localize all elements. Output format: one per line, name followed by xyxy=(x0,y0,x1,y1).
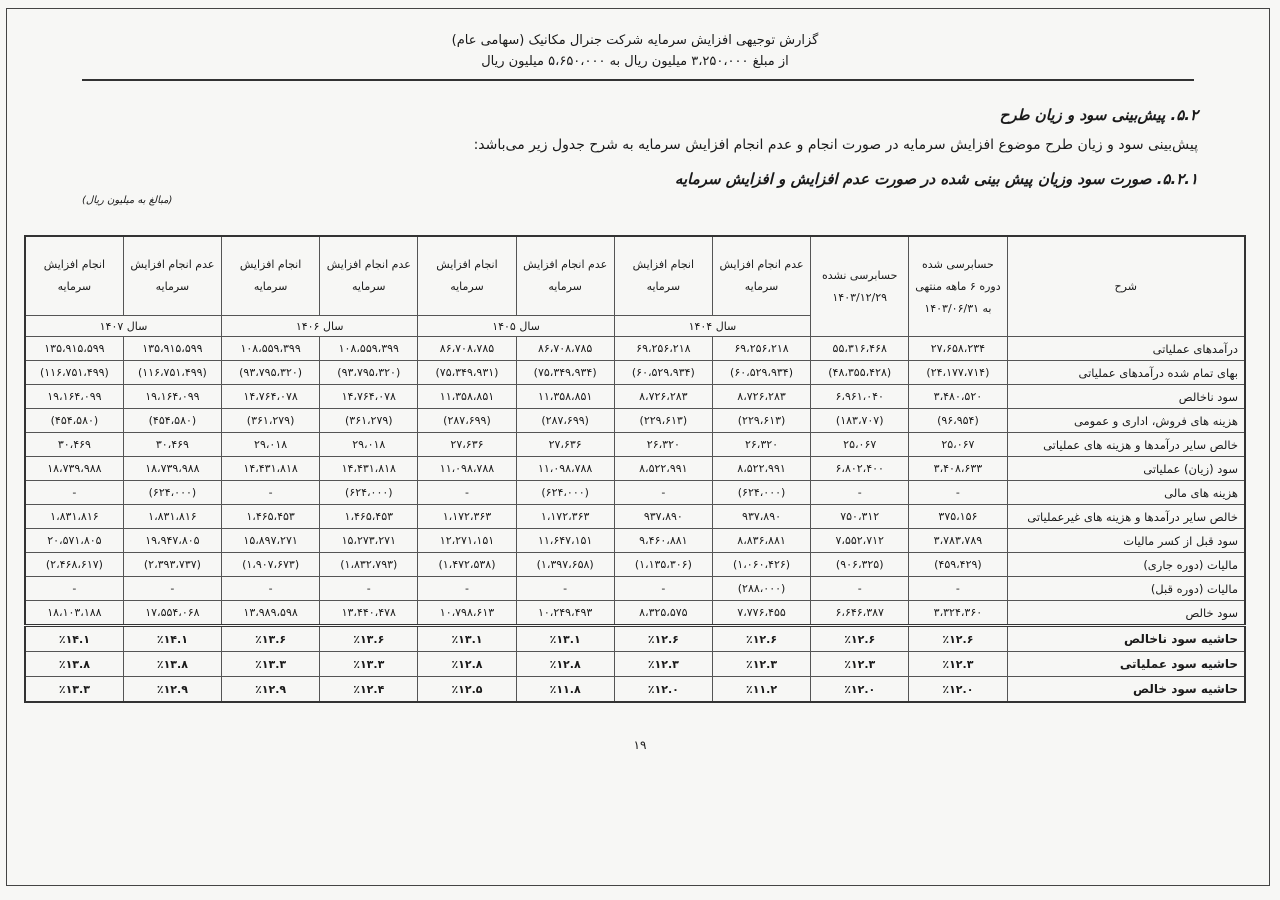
table-cell: ۱۰،۲۴۹،۴۹۳ xyxy=(516,601,614,626)
table-row xyxy=(25,433,1245,457)
table-cell: ٪۱۳.۱ xyxy=(418,626,516,652)
row-label: بهای تمام شده درآمدهای عملیاتی xyxy=(1007,361,1245,385)
table-cell: - xyxy=(222,481,320,505)
row-label: سود (زیان) عملیاتی xyxy=(1007,457,1245,481)
table-cell: - xyxy=(25,577,123,601)
header-divider xyxy=(82,79,1194,81)
table-cell: ۱۰۸،۵۵۹،۳۹۹ xyxy=(222,337,320,361)
table-cell: - xyxy=(418,577,516,601)
table-cell: ٪۱۲.۳ xyxy=(712,652,810,677)
table-cell: (۶۲۴،۰۰۰) xyxy=(320,481,418,505)
row-label: حاشیه سود عملیاتی xyxy=(1007,652,1245,677)
row-label: حاشیه سود ناخالص xyxy=(1007,626,1245,652)
table-cell: ۷۵۰،۳۱۲ xyxy=(811,505,909,529)
table-cell: ۲۶،۳۲۰ xyxy=(712,433,810,457)
table-row xyxy=(25,553,1245,577)
table-row xyxy=(25,457,1245,481)
table-cell: (۶۰،۵۲۹،۹۳۴) xyxy=(712,361,810,385)
table-cell: ۲۵،۰۶۷ xyxy=(811,433,909,457)
table-cell: ۲۹،۰۱۸ xyxy=(222,433,320,457)
table-cell: ۱۸،۱۰۳،۱۸۸ xyxy=(25,601,123,626)
row-label: سود قبل از کسر مالیات xyxy=(1007,529,1245,553)
table-cell: ٪۱۲.۵ xyxy=(418,677,516,703)
ratio-row xyxy=(25,626,1245,652)
table-cell: (۶۲۴،۰۰۰) xyxy=(123,481,221,505)
table-cell: ۲۰،۵۷۱،۸۰۵ xyxy=(25,529,123,553)
table-cell: ٪۱۲.۰ xyxy=(909,677,1007,703)
col-header: انجام افزایش سرمایه xyxy=(418,236,516,316)
table-cell: ۲۷،۶۳۶ xyxy=(516,433,614,457)
table-cell: (۲،۴۶۸،۶۱۷) xyxy=(25,553,123,577)
table-cell: ٪۱۲.۸ xyxy=(418,652,516,677)
table-cell: ٪۱۴.۱ xyxy=(25,626,123,652)
table-cell: ۱،۴۶۵،۴۵۳ xyxy=(222,505,320,529)
table-cell: (۴۵۴،۵۸۰) xyxy=(123,409,221,433)
unit-note: (مبالغ به میلیون ریال) xyxy=(82,195,173,206)
table-cell: (۱،۸۳۲،۷۹۳) xyxy=(320,553,418,577)
table-cell: (۴۵۴،۵۸۰) xyxy=(25,409,123,433)
section-title: ۵.۲. پیش‌بینی سود و زیان طرح xyxy=(999,106,1198,124)
table-cell: ٪۱۳.۶ xyxy=(320,626,418,652)
table-cell: ۱۰۸،۵۵۹،۳۹۹ xyxy=(320,337,418,361)
table-cell: ۶،۶۴۶،۳۸۷ xyxy=(811,601,909,626)
table-cell: ٪۱۳.۸ xyxy=(25,652,123,677)
row-label: درآمدهای عملیاتی xyxy=(1007,337,1245,361)
table-cell: (۷۵،۳۴۹،۹۳۴) xyxy=(516,361,614,385)
table-cell: ٪۱۲.۶ xyxy=(712,626,810,652)
table-cell: - xyxy=(516,577,614,601)
table-cell: ۳،۷۸۳،۷۸۹ xyxy=(909,529,1007,553)
table-row xyxy=(25,481,1245,505)
table-cell: ۶،۸۰۲،۴۰۰ xyxy=(811,457,909,481)
table-cell: ٪۱۳.۸ xyxy=(123,652,221,677)
table-cell: ۱۴،۷۶۴،۰۷۸ xyxy=(222,385,320,409)
table-cell: ٪۱۲.۶ xyxy=(811,626,909,652)
table-row xyxy=(25,601,1245,626)
table-cell: ۱۷،۵۵۴،۰۶۸ xyxy=(123,601,221,626)
table-cell: - xyxy=(320,577,418,601)
table-cell: (۲۲۹،۶۱۳) xyxy=(614,409,712,433)
table-cell: ۸۶،۷۰۸،۷۸۵ xyxy=(516,337,614,361)
table-cell: (۹۳،۷۹۵،۳۲۰) xyxy=(320,361,418,385)
ratio-row xyxy=(25,652,1245,677)
table-cell: (۱۱۶،۷۵۱،۴۹۹) xyxy=(25,361,123,385)
table-cell: ۳۷۵،۱۵۶ xyxy=(909,505,1007,529)
table-cell: ٪۱۴.۱ xyxy=(123,626,221,652)
col-header: حسابرسی نشده ۱۴۰۳/۱۲/۲۹ xyxy=(811,236,909,337)
table-cell: (۶۲۴،۰۰۰) xyxy=(712,481,810,505)
row-label: خالص سایر درآمدها و هزینه های عملیاتی xyxy=(1007,433,1245,457)
table-cell: ۱،۱۷۲،۳۶۳ xyxy=(418,505,516,529)
header-title: گزارش توجیهی افزایش سرمایه شرکت جنرال مکانیک (سهامی عام) xyxy=(451,33,819,48)
table-cell: (۱،۱۳۵،۳۰۶) xyxy=(614,553,712,577)
table-cell: (۱،۴۷۲،۵۳۸) xyxy=(418,553,516,577)
table-cell: ٪۱۲.۹ xyxy=(123,677,221,703)
table-cell: ٪۱۳.۳ xyxy=(222,652,320,677)
table-cell: ۱۹،۱۶۴،۰۹۹ xyxy=(123,385,221,409)
table-cell: ٪۱۲.۳ xyxy=(811,652,909,677)
table-cell: ٪۱۲.۶ xyxy=(614,626,712,652)
table-cell: ۱۱،۳۵۸،۸۵۱ xyxy=(418,385,516,409)
table-cell: ۱۲،۲۷۱،۱۵۱ xyxy=(418,529,516,553)
table-cell: (۲۴،۱۷۷،۷۱۴) xyxy=(909,361,1007,385)
table-cell: ۹،۴۶۰،۸۸۱ xyxy=(614,529,712,553)
table-cell: ٪۱۳.۱ xyxy=(516,626,614,652)
table-cell: ۸،۵۲۲،۹۹۱ xyxy=(614,457,712,481)
table-row xyxy=(25,577,1245,601)
ratio-row xyxy=(25,677,1245,703)
section-intro: پیش‌بینی سود و زیان طرح موضوع افزایش سرمایه در صورت انجام و عدم انجام افزایش سرمایه به شرح جدول زیر می‌باشد: xyxy=(473,137,1198,153)
table-cell: ۶،۹۶۱،۰۴۰ xyxy=(811,385,909,409)
report-header xyxy=(80,30,1190,72)
col-header: انجام افزایش سرمایه xyxy=(25,236,123,316)
table-cell: ۱۴،۴۳۱،۸۱۸ xyxy=(222,457,320,481)
table-cell: ٪۱۲.۰ xyxy=(614,677,712,703)
col-header: عدم انجام افزایش سرمایه xyxy=(712,236,810,316)
col-header: عدم انجام افزایش سرمایه xyxy=(320,236,418,316)
table-cell: (۶۲۴،۰۰۰) xyxy=(516,481,614,505)
table-cell: ۹۳۷،۸۹۰ xyxy=(712,505,810,529)
row-label: مالیات (دوره قبل) xyxy=(1007,577,1245,601)
row-label: حاشیه سود خالص xyxy=(1007,677,1245,703)
table-cell: - xyxy=(909,577,1007,601)
table-cell: ۱۳۵،۹۱۵،۵۹۹ xyxy=(123,337,221,361)
table-cell: ۱۴،۴۳۱،۸۱۸ xyxy=(320,457,418,481)
table-cell: ۱،۸۳۱،۸۱۶ xyxy=(123,505,221,529)
table-cell: ۱۴،۷۶۴،۰۷۸ xyxy=(320,385,418,409)
table-cell: ۲۵،۰۶۷ xyxy=(909,433,1007,457)
table-cell: (۱،۹۰۷،۶۷۳) xyxy=(222,553,320,577)
table-cell: ۱،۴۶۵،۴۵۳ xyxy=(320,505,418,529)
table-cell: (۲،۳۹۳،۷۳۷) xyxy=(123,553,221,577)
table-cell: (۹۰۶،۳۲۵) xyxy=(811,553,909,577)
table-cell: - xyxy=(418,481,516,505)
table-cell: (۴۵۹،۴۲۹) xyxy=(909,553,1007,577)
table-cell: ۱۸،۷۳۹،۹۸۸ xyxy=(25,457,123,481)
table-cell: (۱۸۳،۷۰۷) xyxy=(811,409,909,433)
table-cell: ٪۱۳.۳ xyxy=(25,677,123,703)
table-cell: ٪۱۲.۰ xyxy=(811,677,909,703)
table-cell: ٪۱۲.۳ xyxy=(909,652,1007,677)
table-cell: ۱۵،۲۷۳،۲۷۱ xyxy=(320,529,418,553)
table-row xyxy=(25,337,1245,361)
table-cell: ۱۱،۳۵۸،۸۵۱ xyxy=(516,385,614,409)
table-cell: ۱،۱۷۲،۳۶۳ xyxy=(516,505,614,529)
table-cell: ۳،۳۲۴،۳۶۰ xyxy=(909,601,1007,626)
table-cell: ۸،۷۲۶،۲۸۳ xyxy=(614,385,712,409)
table-cell: ۷،۷۷۶،۴۵۵ xyxy=(712,601,810,626)
table-cell: ٪۱۳.۳ xyxy=(320,652,418,677)
year-header: سال ۱۴۰۷ xyxy=(25,316,222,337)
table-cell: ۸،۷۲۶،۲۸۳ xyxy=(712,385,810,409)
table-cell: ۳،۴۰۸،۶۳۳ xyxy=(909,457,1007,481)
table-cell: ۱،۸۳۱،۸۱۶ xyxy=(25,505,123,529)
table-cell: ۳،۴۸۰،۵۲۰ xyxy=(909,385,1007,409)
table-cell: ۸،۳۲۵،۵۷۵ xyxy=(614,601,712,626)
table-cell: (۳۶۱،۲۷۹) xyxy=(222,409,320,433)
table-cell: ۱۰،۷۹۸،۶۱۳ xyxy=(418,601,516,626)
table-cell: (۲۸۸،۰۰۰) xyxy=(712,577,810,601)
desc-header: شرح xyxy=(1007,236,1245,337)
table-cell: ٪۱۲.۹ xyxy=(222,677,320,703)
table-cell: ۶۹،۲۵۶،۲۱۸ xyxy=(712,337,810,361)
table-cell: - xyxy=(123,577,221,601)
table-cell: - xyxy=(811,481,909,505)
table-cell: ۳۰،۴۶۹ xyxy=(123,433,221,457)
col-header: عدم انجام افزایش سرمایه xyxy=(123,236,221,316)
table-cell: - xyxy=(222,577,320,601)
year-header: سال ۱۴۰۵ xyxy=(418,316,614,337)
table-cell: (۲۲۹،۶۱۳) xyxy=(712,409,810,433)
table-cell: ۱۹،۹۴۷،۸۰۵ xyxy=(123,529,221,553)
table-cell: - xyxy=(614,481,712,505)
table-cell: ٪۱۱.۲ xyxy=(712,677,810,703)
header-subtitle: از مبلغ ۳،۲۵۰،۰۰۰ میلیون ریال به ۵،۶۵۰،۰۰۰ میلیون ریال xyxy=(481,54,789,69)
table-body xyxy=(25,337,1245,703)
table-cell: ۲۷،۶۳۶ xyxy=(418,433,516,457)
table-cell: - xyxy=(25,481,123,505)
table-cell: ۲۶،۳۲۰ xyxy=(614,433,712,457)
subsection-title: ۵.۲.۱. صورت سود وزیان پیش بینی شده در صورت عدم افزایش و افزایش سرمایه xyxy=(674,170,1198,188)
year-header: سال ۱۴۰۴ xyxy=(614,316,810,337)
table-cell: ۸،۵۲۲،۹۹۱ xyxy=(712,457,810,481)
profit-loss-table xyxy=(24,235,1246,703)
table-cell: ۱۸،۷۳۹،۹۸۸ xyxy=(123,457,221,481)
col-header: انجام افزایش سرمایه xyxy=(222,236,320,316)
table-cell: ۳۰،۴۶۹ xyxy=(25,433,123,457)
table-cell: ۶۹،۲۵۶،۲۱۸ xyxy=(614,337,712,361)
table-cell: - xyxy=(909,481,1007,505)
table-cell: (۱،۰۶۰،۴۲۶) xyxy=(712,553,810,577)
table-cell: ٪۱۱.۸ xyxy=(516,677,614,703)
table-cell: (۹۶،۹۵۴) xyxy=(909,409,1007,433)
year-header: سال ۱۴۰۶ xyxy=(222,316,418,337)
row-label: هزینه های فروش، اداری و عمومی xyxy=(1007,409,1245,433)
table-cell: (۳۶۱،۲۷۹) xyxy=(320,409,418,433)
table-cell: - xyxy=(614,577,712,601)
table-cell: ۱۱،۰۹۸،۷۸۸ xyxy=(418,457,516,481)
table-cell: ٪۱۲.۸ xyxy=(516,652,614,677)
table-cell: - xyxy=(811,577,909,601)
table-cell: ۱۳،۹۸۹،۵۹۸ xyxy=(222,601,320,626)
table-row xyxy=(25,529,1245,553)
table-cell: ۱۹،۱۶۴،۰۹۹ xyxy=(25,385,123,409)
table-row xyxy=(25,505,1245,529)
table-cell: ۱۱،۰۹۸،۷۸۸ xyxy=(516,457,614,481)
table-row xyxy=(25,385,1245,409)
table-cell: ٪۱۲.۶ xyxy=(909,626,1007,652)
row-label: خالص سایر درآمدها و هزینه های غیرعملیاتی xyxy=(1007,505,1245,529)
page-number: ۱۹ xyxy=(633,738,647,752)
table-cell: (۱،۳۹۷،۶۵۸) xyxy=(516,553,614,577)
col-header: حسابرسی شده دوره ۶ ماهه منتهی به ۱۴۰۳/۰۶/۳۱ xyxy=(909,236,1007,337)
table-row xyxy=(25,409,1245,433)
col-header: انجام افزایش سرمایه xyxy=(614,236,712,316)
row-label: مالیات (دوره جاری) xyxy=(1007,553,1245,577)
table-cell: ٪۱۲.۳ xyxy=(614,652,712,677)
table-cell: (۷۵،۳۴۹،۹۳۱) xyxy=(418,361,516,385)
table-cell: ۱۳۵،۹۱۵،۵۹۹ xyxy=(25,337,123,361)
row-label: سود ناخالص xyxy=(1007,385,1245,409)
table-cell: (۱۱۶،۷۵۱،۴۹۹) xyxy=(123,361,221,385)
table-cell: ۲۹،۰۱۸ xyxy=(320,433,418,457)
table-cell: ۱۵،۸۹۷،۲۷۱ xyxy=(222,529,320,553)
table-cell: (۶۰،۵۲۹،۹۳۴) xyxy=(614,361,712,385)
table-cell: ۱۱،۶۴۷،۱۵۱ xyxy=(516,529,614,553)
table-cell: ۹۳۷،۸۹۰ xyxy=(614,505,712,529)
table-cell: ۸۶،۷۰۸،۷۸۵ xyxy=(418,337,516,361)
table-cell: ٪۱۲.۴ xyxy=(320,677,418,703)
col-header: عدم انجام افزایش سرمایه xyxy=(516,236,614,316)
table-cell: (۹۳،۷۹۵،۳۲۰) xyxy=(222,361,320,385)
table-row xyxy=(25,361,1245,385)
table-cell: ۷،۵۵۲،۷۱۲ xyxy=(811,529,909,553)
row-label: هزینه های مالی xyxy=(1007,481,1245,505)
row-label: سود خالص xyxy=(1007,601,1245,626)
table-cell: (۲۸۷،۶۹۹) xyxy=(418,409,516,433)
table-cell: ٪۱۳.۶ xyxy=(222,626,320,652)
table-cell: (۴۸،۳۵۵،۴۲۸) xyxy=(811,361,909,385)
table-cell: (۲۸۷،۶۹۹) xyxy=(516,409,614,433)
table-cell: ۵۵،۳۱۶،۴۶۸ xyxy=(811,337,909,361)
table-cell: ۸،۸۳۶،۸۸۱ xyxy=(712,529,810,553)
table-cell: ۲۷،۶۵۸،۲۳۴ xyxy=(909,337,1007,361)
table-cell: ۱۳،۴۴۰،۴۷۸ xyxy=(320,601,418,626)
